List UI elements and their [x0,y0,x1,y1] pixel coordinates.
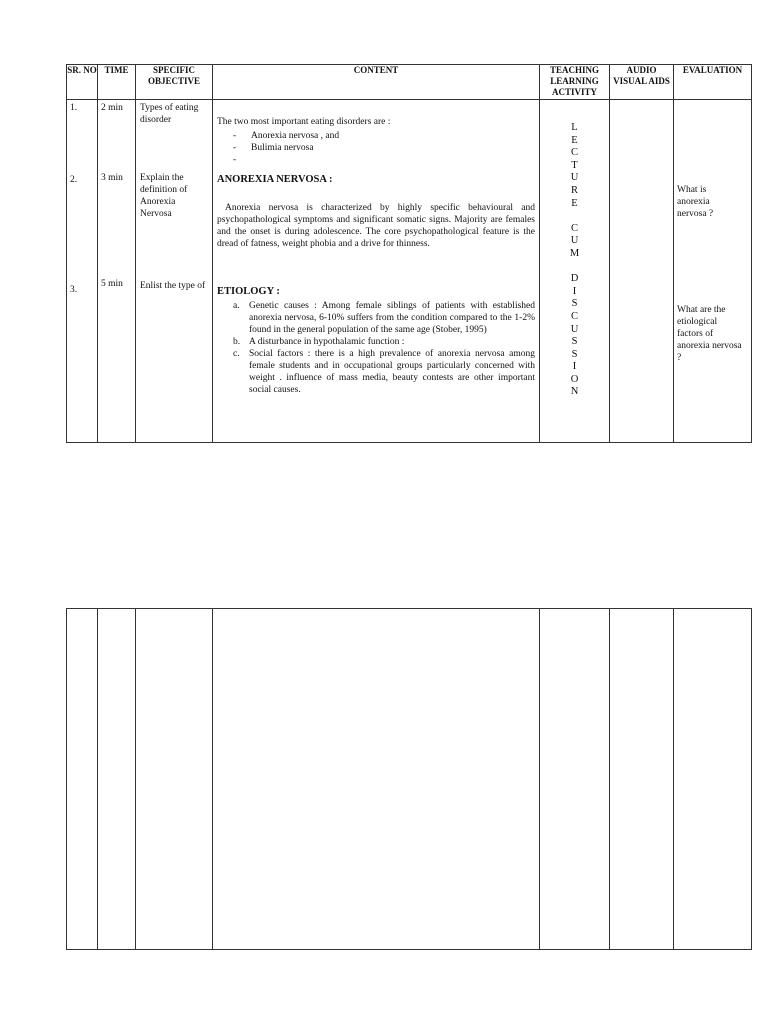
header-sr-no: SR. NO [67,65,98,100]
row-1-time: 2 min [101,103,123,113]
vertical-letter: R [570,184,578,196]
empty-cell [540,609,610,950]
anorexia-text: Anorexia nervosa is characterized by highly specific behavioural and psychopathological symptoms and significant somatic signs. Majority are females and the onset is during adolescence. The core psychopathological feature is the dread of fatness, weight phobia and a drive for thinness. [217,203,535,249]
vertical-letter: U [570,323,579,335]
row-3-objective: Enlist the type of [140,281,206,291]
item-text: Social factors : there is a high prevalence of anorexia nervosa among female students and in occupational groups particularly concerned with weight . influence of mass media, beauty contests are other important social causes. [249,349,535,395]
vertical-letter: S [571,348,578,360]
vertical-letter: C [570,310,578,322]
vertical-letter: I [572,361,577,373]
lesson-plan-table [66,64,752,443]
lesson-plan-table-continued [66,608,752,950]
row-2-time: 3 min [101,173,123,183]
vertical-letter: O [570,373,579,385]
list-item [217,300,535,336]
empty-cell [136,609,213,950]
content-intro: The two most important eating disorders are : [217,117,391,127]
disorders-list [217,130,535,166]
evaluation-question-1: What is anorexia nervosa ? [677,185,714,219]
objective-cell [136,100,213,443]
sr-no-cell [67,100,98,443]
empty-cell [67,609,98,950]
item-marker: a. [233,301,240,311]
vertical-letter: C [570,222,578,234]
etiology-heading: ETIOLOGY : [217,286,280,297]
vertical-letter: S [571,336,578,348]
vertical-letter: U [570,235,579,247]
vertical-letter: D [570,273,579,285]
header-content: CONTENT [213,65,540,100]
time-cell [98,100,136,443]
row-2-sr: 2. [70,175,78,185]
list-item: - Anorexia nervosa , and [217,130,535,142]
vertical-letter [540,261,609,274]
list-item [217,348,535,396]
table-header-row [67,65,752,100]
vertical-letter: N [570,386,579,398]
vertical-letter: S [571,298,578,310]
empty-cell [98,609,136,950]
header-audio-visual-aids: AUDIO VISUAL AIDS [610,65,674,100]
row-3-time: 5 min [101,279,123,289]
empty-cell [674,609,752,950]
vertical-letter [540,210,609,223]
vertical-letter: E [571,197,578,209]
header-teaching-learning-activity: TEACHING LEARNING ACTIVITY [540,65,610,100]
content-cell [213,100,540,443]
vertical-letter: T [571,159,578,171]
header-evaluation: EVALUATION [674,65,752,100]
empty-cell [610,609,674,950]
header-specific-objective: SPECIFIC OBJECTIVE [136,65,213,100]
vertical-letter: M [569,247,580,259]
audio-visual-aids-cell [610,100,674,443]
empty-cell [213,609,540,950]
item-marker: b. [233,337,241,347]
row-1-objective: Types of eating disorder [140,103,199,125]
etiology-list [217,300,535,396]
list-item [217,154,535,166]
lecture-cum-discussion-vertical [540,122,609,399]
list-item [217,336,535,348]
vertical-letter: E [571,134,578,146]
vertical-letter: I [572,285,577,297]
table-row [67,609,752,950]
list-item: - Bulimia nervosa [217,142,535,154]
vertical-letter: C [570,147,578,159]
row-1-sr: 1. [70,103,78,113]
teaching-activity-cell [540,100,610,443]
item-text: A disturbance in hypothalamic function : [249,337,405,347]
row-2-objective: Explain the definition of Anorexia Nervosa [140,173,188,219]
header-time: TIME [98,65,136,100]
vertical-letter: U [570,172,579,184]
evaluation-cell [674,100,752,443]
row-3-sr: 3. [70,285,78,295]
evaluation-question-2: What are the etiological factors of anorexia nervosa ? [677,305,742,363]
item-marker: c. [233,349,240,359]
vertical-letter: L [571,122,578,133]
table-row [67,100,752,443]
anorexia-heading: ANOREXIA NERVOSA : [217,174,333,185]
item-text: Genetic causes : Among female siblings of patients with established anorexia nervosa, 6-10% suffers from the condition compared to the 1-2% found in the general population of the same age (Stober, 1995) [249,301,535,335]
